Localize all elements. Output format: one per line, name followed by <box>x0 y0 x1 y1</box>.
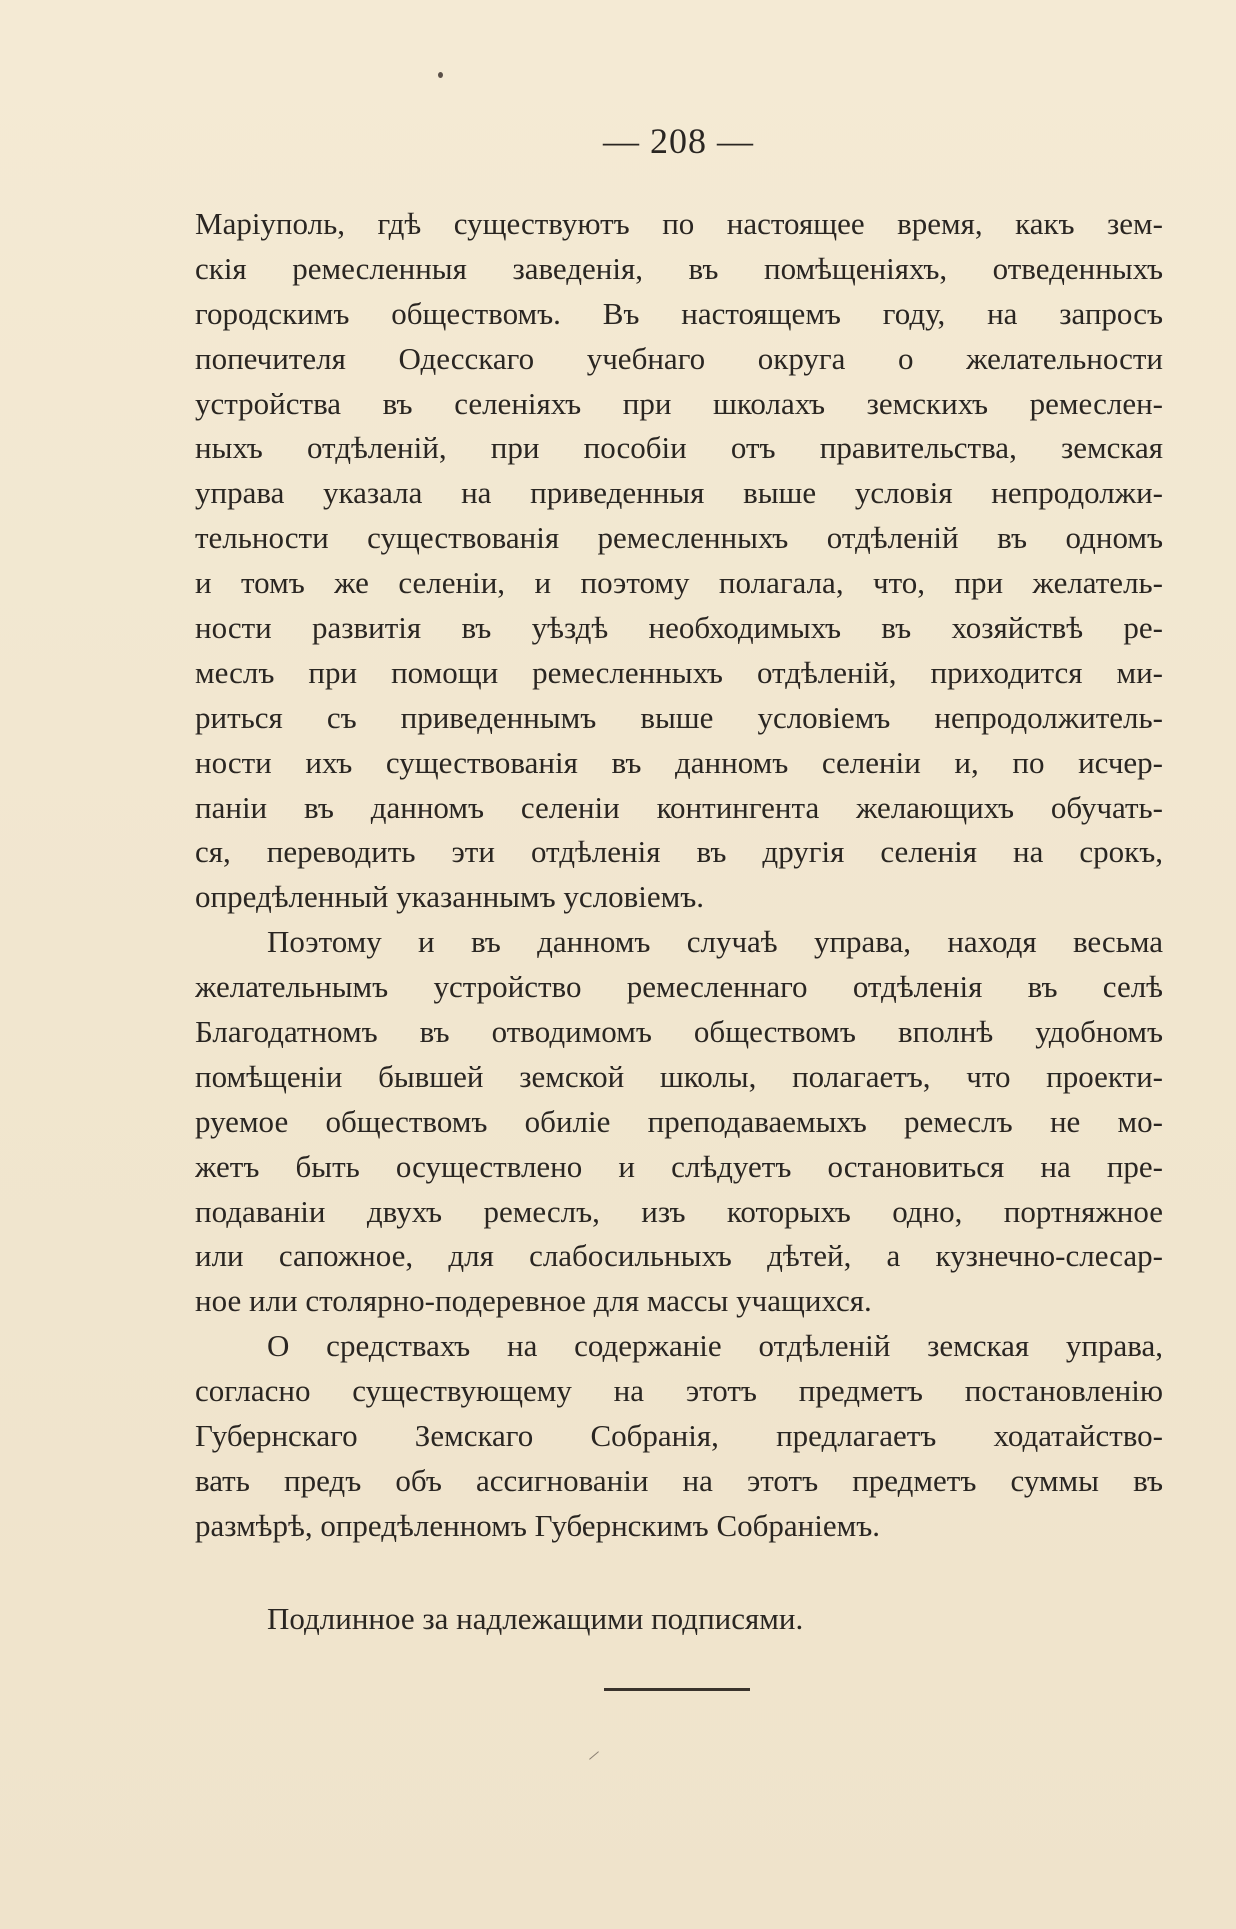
text-line: ности развитія въ уѣздѣ необходимыхъ въ хозяйствѣ ре- <box>195 610 1163 646</box>
text-line: ности ихъ существованія въ данномъ селеніи и, по исчер- <box>195 744 1163 780</box>
text-line: ся, переводить эти отдѣленія въ другія селенія на срокъ, <box>195 834 1163 870</box>
text-line: меслъ при помощи ремесленныхъ отдѣленій, приходится ми- <box>195 654 1163 690</box>
text-line: ныхъ отдѣленій, при пособіи отъ правительства, земская <box>195 430 1163 466</box>
stray-mark <box>589 1751 599 1759</box>
body-text <box>195 202 1163 1549</box>
closing-rule <box>604 1688 750 1691</box>
text-line: жетъ быть осуществлено и слѣдуетъ остановиться на пре- <box>195 1148 1163 1184</box>
text-line: размѣрѣ, опредѣленномъ Губернскимъ Собраніемъ. <box>195 1507 881 1543</box>
text-line: подаваніи двухъ ремеслъ, изъ которыхъ одно, портняжное <box>195 1193 1163 1229</box>
text-line: вать предъ объ ассигнованіи на этотъ предметъ суммы въ <box>195 1462 1163 1498</box>
text-line: согласно существующему на этотъ предметъ постановленію <box>195 1373 1163 1409</box>
text-line: Губернскаго Земскаго Собранія, предлагаетъ ходатайство- <box>195 1418 1163 1454</box>
text-line: и томъ же селеніи, и поэтому полагала, что, при желатель- <box>195 565 1163 601</box>
text-line: устройства въ селеніяхъ при школахъ земскихъ ремеслен- <box>195 385 1163 421</box>
text-line: О средствахъ на содержаніе отдѣленій земская управа, <box>267 1328 1163 1364</box>
text-line: городскимъ обществомъ. Въ настоящемъ году, на запросъ <box>195 295 1163 331</box>
text-line: Маріуполь, гдѣ существуютъ по настоящее время, какъ зем- <box>195 206 1163 241</box>
text-line: помѣщеніи бывшей земской школы, полагаетъ, что проекти- <box>195 1058 1163 1094</box>
text-line: попечителя Одесскаго учебнаго округа о желательности <box>195 340 1163 376</box>
text-line: Поэтому и въ данномъ случаѣ управа, находя весьма <box>267 924 1163 960</box>
text-line: или сапожное, для слабосильныхъ дѣтей, а кузнечно-слесар- <box>195 1238 1163 1274</box>
text-line: скія ремесленныя заведенія, въ помѣщеніяхъ, отведенныхъ <box>195 250 1163 286</box>
page-number: — 208 — <box>603 121 754 161</box>
text-line: опредѣленный указаннымъ условіемъ. <box>195 879 705 915</box>
text-line: руемое обществомъ обиліе преподаваемыхъ ремеслъ не мо- <box>195 1103 1163 1139</box>
text-line: Благодатномъ въ отводимомъ обществомъ вполнѣ удобномъ <box>195 1014 1163 1050</box>
text-line: желательнымъ устройство ремесленнаго отдѣленія въ селѣ <box>195 969 1163 1005</box>
signature-note: Подлинное за надлежащими подписями. <box>267 1601 804 1636</box>
text-line: управа указала на приведенныя выше условія непродолжи- <box>195 475 1163 511</box>
text-line: паніи въ данномъ селеніи контингента желающихъ обучать- <box>195 789 1163 825</box>
text-line: тельности существованія ремесленныхъ отдѣленій въ одномъ <box>195 520 1163 556</box>
text-line: ное или столярно-подеревное для массы учащихся. <box>195 1283 872 1319</box>
ink-speck <box>438 72 443 78</box>
text-line: риться съ приведеннымъ выше условіемъ непродолжитель- <box>195 699 1163 735</box>
